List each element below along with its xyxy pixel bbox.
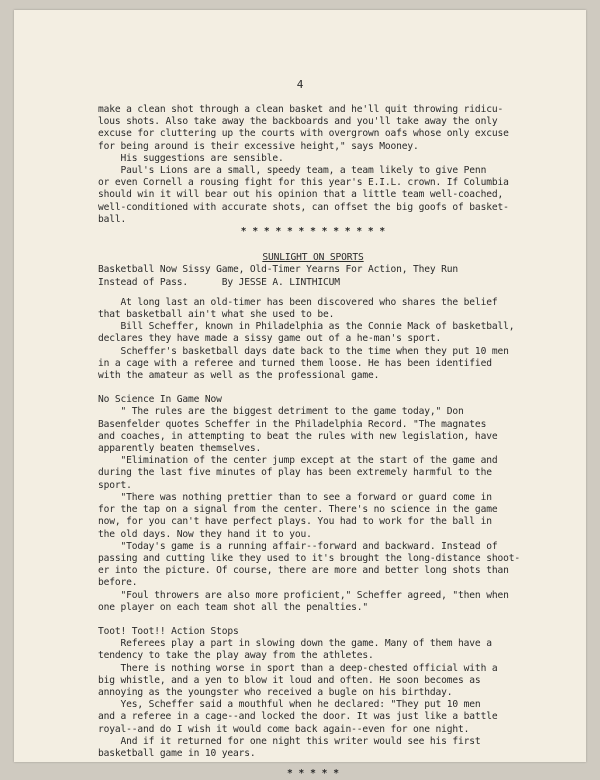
text-line: Yes, Scheffer said a mouthful when he declared: "They put 10 men [98, 699, 481, 711]
text-line: Scheffer's basketball days date back to the time when they put 10 men [98, 345, 509, 357]
text-line: tendency to take the play away from the athletes. [98, 650, 374, 662]
text-line: one player on each team shot all the penalties." [98, 601, 369, 613]
text-line: "There was nothing prettier than to see a forward or guard come in [98, 491, 492, 503]
section-separator: * * * * * * * * * * * * * [240, 226, 386, 238]
text-line: that basketball ain't what she used to be. [98, 309, 335, 321]
text-line: At long last an old-timer has been discovered who shares the belief [98, 296, 498, 308]
text-line: basketball game in 10 years. [98, 747, 256, 759]
text-line: now, for you can't have perfect plays. You had to work for the ball in [98, 516, 492, 528]
text-line: apparently beaten themselves. [98, 443, 262, 455]
text-line: with the amateur as well as the professional game. [98, 370, 380, 382]
text-line: royal--and do I wish it would come back again--even for one night. [98, 723, 470, 735]
text-line: make a clean shot through a clean basket and he'll quit throwing ridicu- [98, 104, 504, 115]
text-line: annoying as the youngster who received a bugle on his birthday. [98, 686, 453, 698]
article-title: SUNLIGHT ON SPORTS [262, 252, 364, 264]
text-line: passing and cutting like they used to it's brought the long-distance shoot- [98, 552, 520, 564]
document-body [98, 104, 528, 780]
text-line: Referees play a part in slowing down the game. Many of them have a [98, 638, 492, 650]
text-line: er into the picture. Of course, there are more and better long shots than [98, 565, 509, 577]
text-line: Paul's Lions are a small, speedy team, a team likely to give Penn [98, 165, 487, 177]
text-line: for the tap on a signal from the center. There's no science in the game [98, 504, 498, 516]
text-line: or even Cornell a rousing fight for this year's E.I.L. crown. If Columbia [98, 177, 509, 189]
text-line: "Foul throwers are also more proficient," Scheffer agreed, "then when [98, 589, 509, 601]
document-page [14, 10, 586, 780]
text-line: Basenfelder quotes Scheffer in the Philadelphia Record. "The magnates [98, 418, 487, 430]
text-line: Bill Scheffer, known in Philadelphia as the Connie Mack of basketball, [98, 321, 515, 333]
text-line: before. [98, 577, 138, 589]
text-line: declares they have made a sissy game out of a he-man's sport. [98, 333, 442, 345]
text-line: and coaches, in attempting to beat the rules with new legislation, have [98, 430, 498, 442]
text-line: the old days. Now they hand it to you. [98, 528, 312, 540]
text-line: in a cage with a referee and turned them loose. He has been identified [98, 357, 492, 369]
text-line: should win it will bear out his opinion that a little team well-coached, [98, 189, 504, 201]
subheading: Toot! Toot!! Action Stops [98, 625, 239, 637]
headline-line: Instead of Pass. By JESSE A. LINTHICUM [98, 276, 340, 288]
text-line: big whistle, and a yen to blow it loud and often. He soon becomes as [98, 674, 481, 686]
text-line: well-conditioned with accurate shots, can offset the big goofs of basket- [98, 201, 509, 213]
text-line: There is nothing worse in sport than a deep-chested official with a [98, 662, 498, 674]
text-line: and a referee in a cage--and locked the door. It was just like a battle [98, 711, 498, 723]
text-line: ball. [98, 213, 127, 225]
text-line: "Today's game is a running affair--forward and backward. Instead of [98, 540, 498, 552]
text-line: And if it returned for one night this writer would see his first [98, 735, 481, 747]
text-line: sport. [98, 479, 132, 491]
text-line: "Elimination of the center jump except at the start of the game and [98, 455, 498, 467]
subheading: No Science In Game Now [98, 394, 222, 406]
text-line: during the last five minutes of play has been extremely harmful to the [98, 467, 492, 479]
page-number: 4 [296, 78, 304, 91]
text-line: His suggestions are sensible. [98, 152, 284, 164]
text-line: for being around is their excessive height," says Mooney. [98, 140, 419, 152]
text-line: excuse for cluttering up the courts with overgrown oafs whose only excuse [98, 128, 509, 140]
headline-line: Basketball Now Sissy Game, Old-Timer Yearns For Action, They Run [98, 264, 459, 276]
text-line: lous shots. Also take away the backboards and you'll take away the only [98, 116, 498, 128]
text-line: " The rules are the biggest detriment to the game today," Don [98, 406, 464, 418]
end-separator: * * * * * [287, 768, 339, 780]
